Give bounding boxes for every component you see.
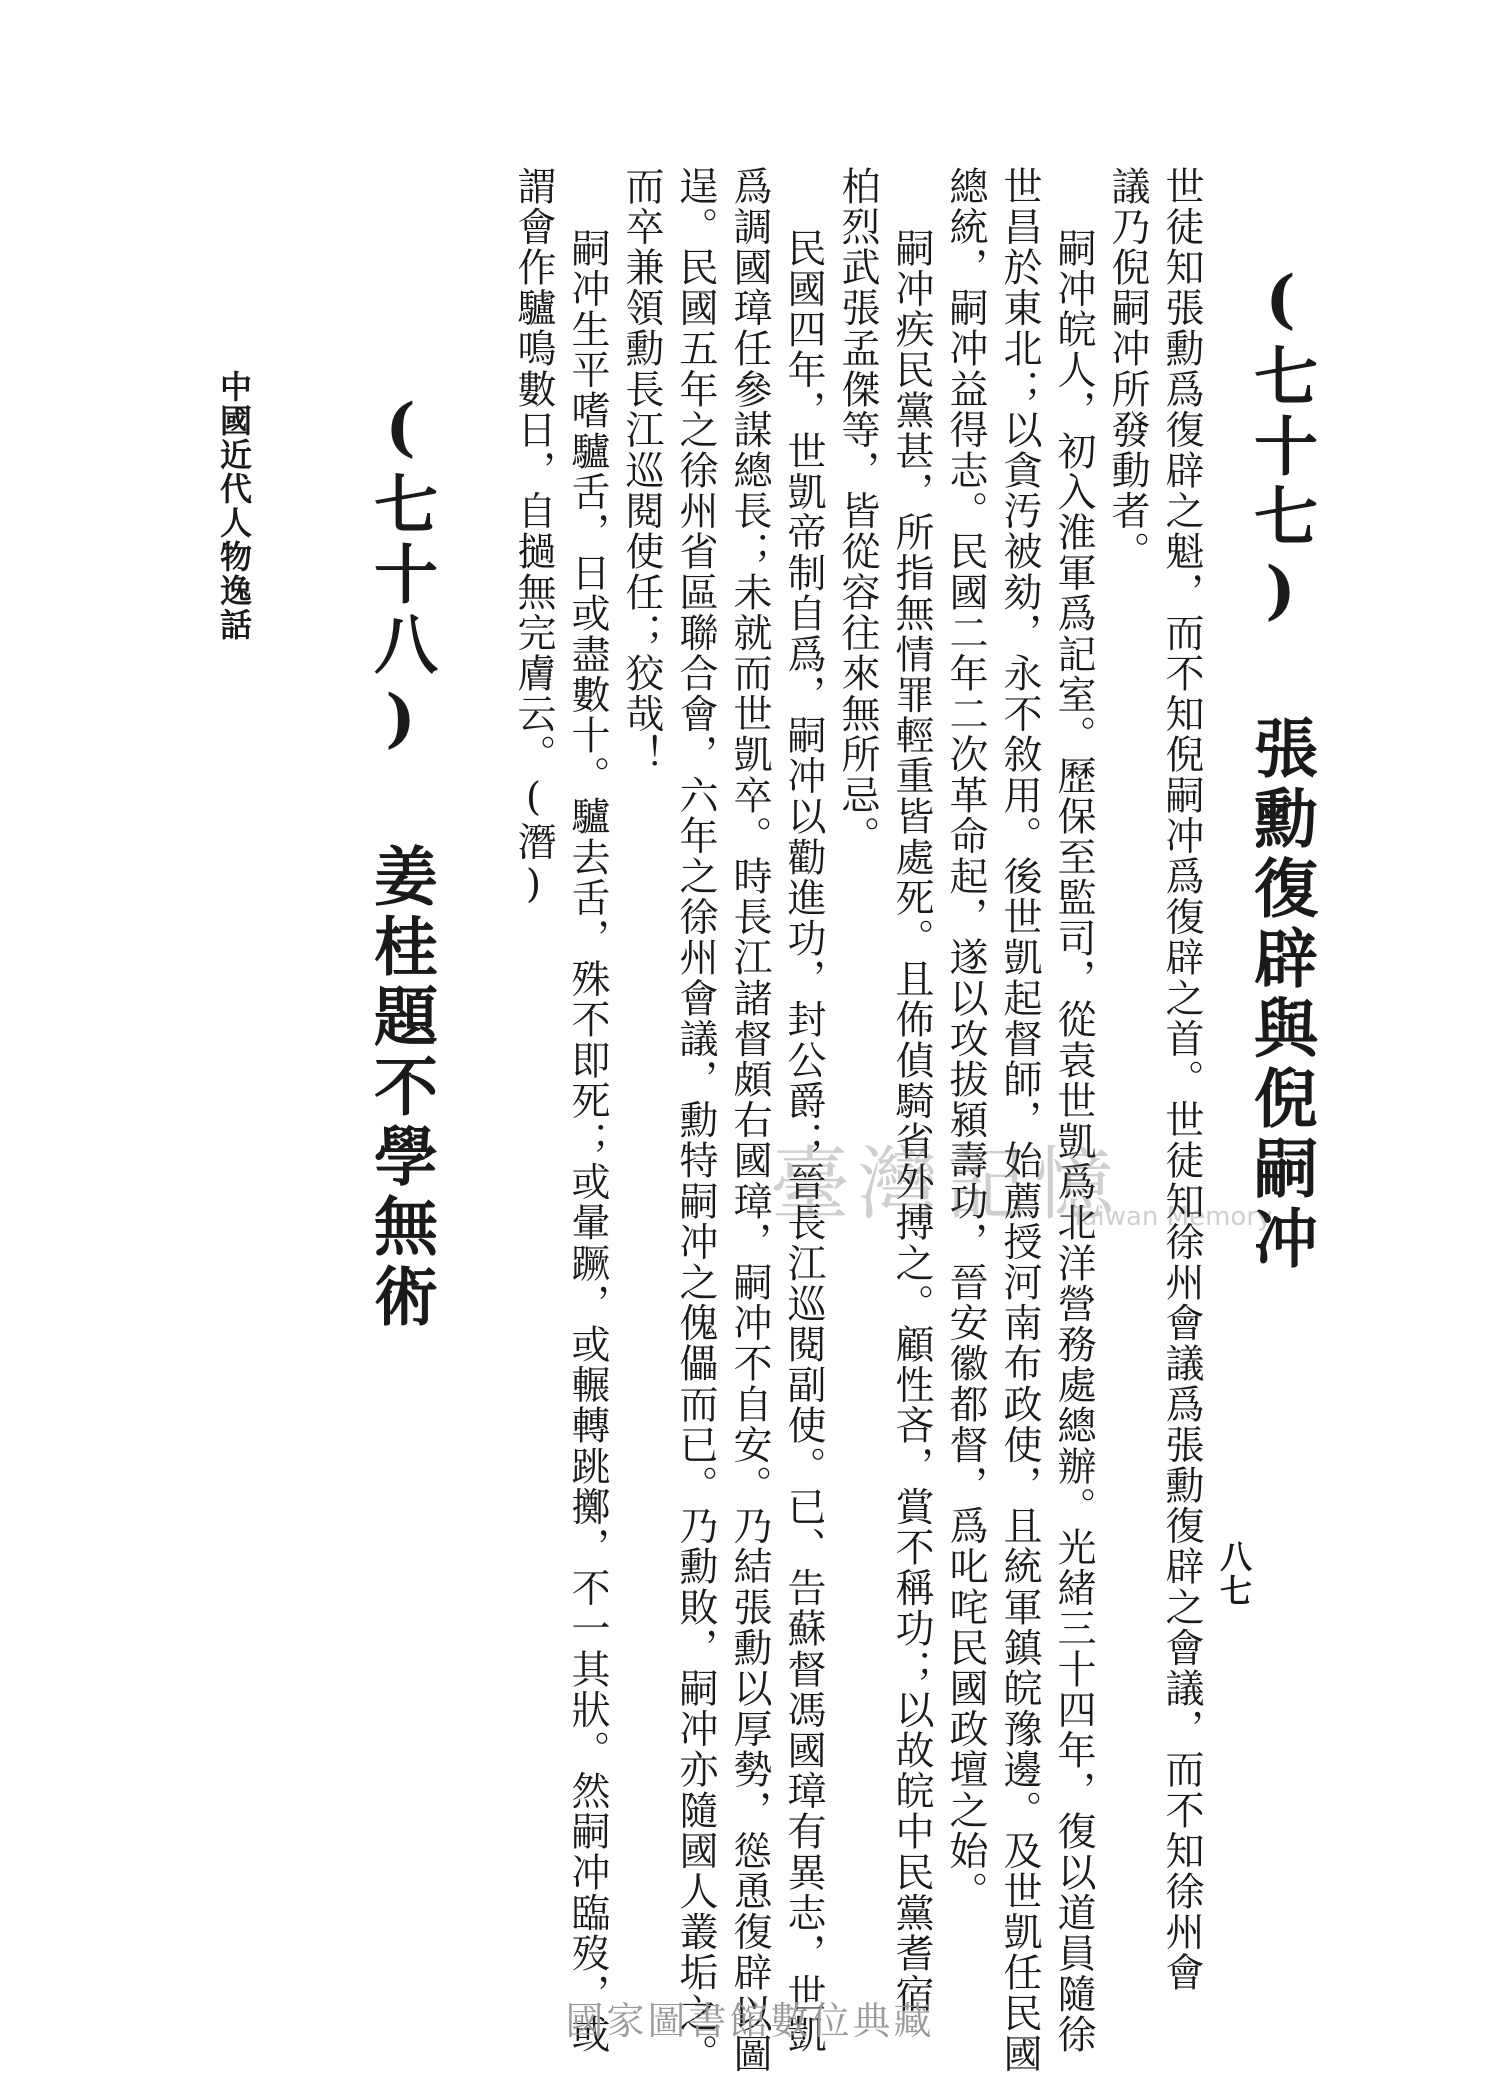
section-77-heading: (七十七) 張勳復辟與倪嗣冲 <box>1243 262 1318 1275</box>
body-line-7: 柏烈武張孟傑等，皆從容往來無所忌。 <box>835 166 880 857</box>
body-line-3: 嗣冲皖人，初入淮軍爲記室。歷保至監司，從袁世凱爲北洋營務處總辦。光緒三十四年，復以道員隨徐 <box>1051 228 1096 2055</box>
footer-archive-label: 國家圖書館數位典藏 <box>565 1999 935 2043</box>
body-line-5: 總統，嗣冲益得志。民國二年二次革命起，遂以攻拔潁壽功，晉安徽都督，爲叱咤民國政壇之始。 <box>943 166 988 1912</box>
section-78-heading: (七十八) 姜桂題不學無術 <box>363 390 438 1333</box>
body-line-9: 爲調國璋任參謀總長；未就而世凱卒。時長江諸督頗右國璋，嗣冲不自安。乃結張勳以厚勢，慫恿復辟以圖 <box>727 166 772 2075</box>
body-line-2: 議乃倪嗣冲所發動者。 <box>1105 166 1150 572</box>
body-line-6: 嗣冲疾民黨甚，所指無情罪輕重皆處死。且佈偵騎省外搏之。顧性吝，賞不稱功；以故皖中民黨耆宿 <box>889 228 934 2015</box>
body-line-12: 嗣冲生平嗜驢舌，日或盡數十。驢去舌，殊不即死；或暈蹶，或輾轉跳擲，不一其狀。然嗣冲臨歿，或 <box>565 228 610 2055</box>
watermark-subtext: Taiwan Memory <box>1070 1202 1273 1232</box>
body-line-4: 世昌於東北；以貪汚被劾，永不敘用。後世凱起督師，始薦授河南布政使，且統軍鎮皖豫邊。及世凱任民國 <box>997 166 1042 2075</box>
body-line-11: 而卒兼領勳長江巡閱使任；狡哉！ <box>619 166 664 775</box>
page-number: 八七 <box>1215 1540 1253 1608</box>
running-title: 中國近代人物逸話 <box>215 370 253 642</box>
body-line-10: 逞。民國五年之徐州省區聯合會，六年之徐州會議，勳特嗣冲之傀儡而已。乃勳敗，嗣冲亦隨國人叢垢之。 <box>673 166 718 2075</box>
watermark-text: 臺灣記憶 <box>770 1138 1122 1231</box>
body-line-13: 謂會作驢鳴數日，自撾無完膚云。(潛) <box>511 166 556 909</box>
body-line-8: 民國四年，世凱帝制自爲，嗣冲以勸進功，封公爵；晉長江巡閱副使。已、告蘇督馮國璋有異志，世凱 <box>781 228 826 2055</box>
body-line-1: 世徒知張勳爲復辟之魁，而不知倪嗣冲爲復辟之首。世徒知徐州會議爲張勳復辟之會議，而不知徐州會 <box>1159 166 1204 1993</box>
